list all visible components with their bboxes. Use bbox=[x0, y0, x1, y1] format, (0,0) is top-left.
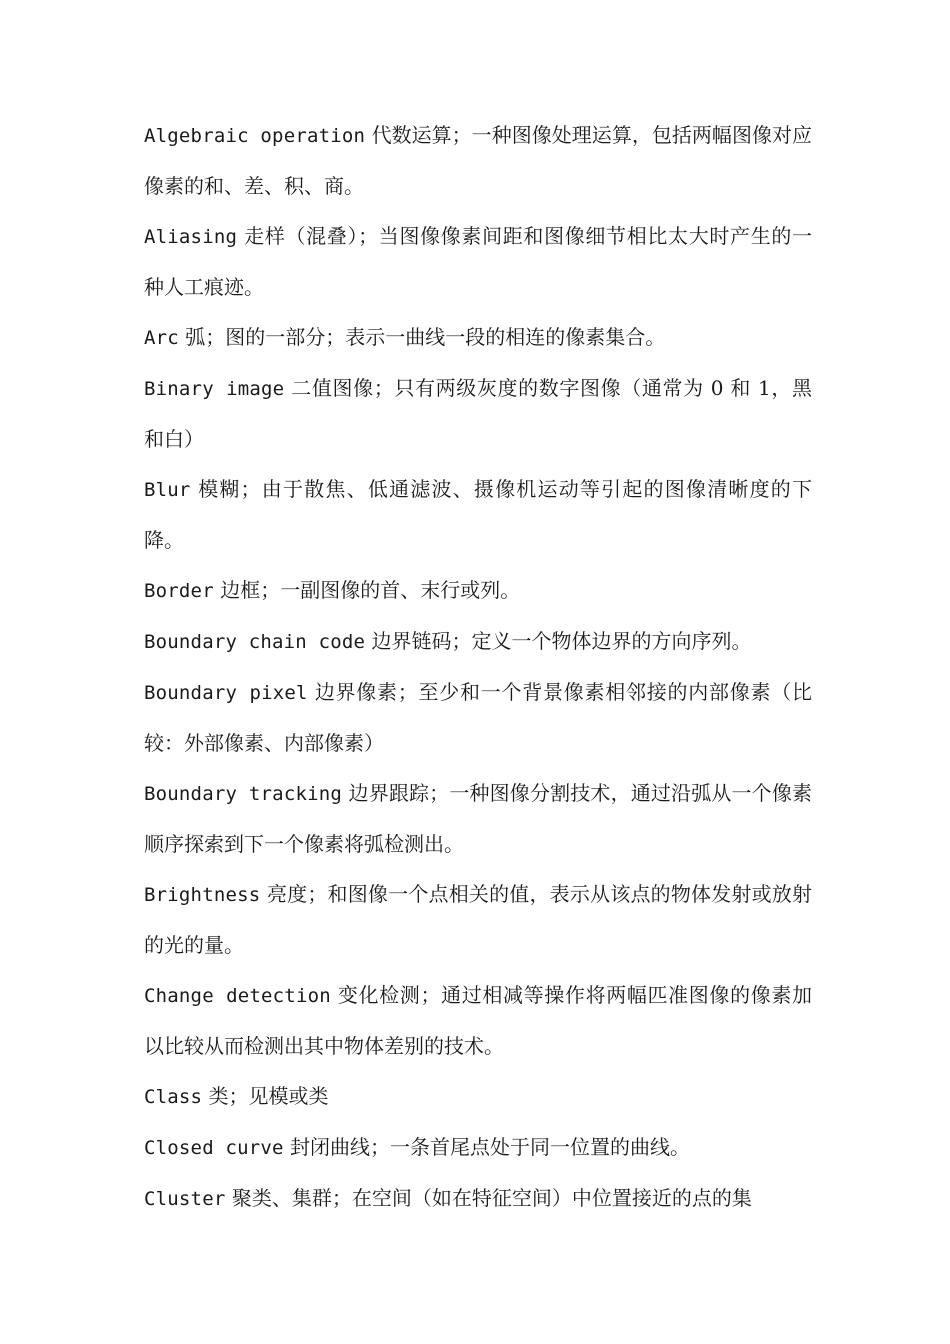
entry-term: Boundary pixel bbox=[144, 682, 308, 704]
entry-term: Closed curve bbox=[144, 1137, 284, 1159]
entry-definition: 二值图像；只有两级灰度的数字图像（通常为 0 和 1，黑和白） bbox=[144, 376, 812, 451]
entry-term: Border bbox=[144, 580, 214, 602]
entry-definition: 模糊；由于散焦、低通滤波、摄像机运动等引起的图像清晰度的下降。 bbox=[144, 477, 813, 552]
entry-definition: 亮度；和图像一个点相关的值，表示从该点的物体发射或放射的光的量。 bbox=[144, 882, 813, 957]
glossary-entry bbox=[144, 565, 812, 616]
entry-definition: 代数运算；一种图像处理运算，包括两幅图像对应像素的和、差、积、商。 bbox=[144, 123, 813, 198]
entry-definition: 聚类、集群；在空间（如在特征空间）中位置接近的点的集 bbox=[231, 1186, 752, 1210]
entry-definition: 走样（混叠）；当图像像素间距和图像细节相比太大时产生的一种人工痕迹。 bbox=[144, 224, 813, 299]
entry-definition: 边界像素；至少和一个背景像素相邻接的内部像素（比较：外部像素、内部像素） bbox=[144, 680, 813, 755]
entry-definition: 封闭曲线；一条首尾点处于同一位置的曲线。 bbox=[290, 1135, 691, 1159]
glossary-entry bbox=[144, 312, 812, 363]
entry-term: Aliasing bbox=[144, 226, 238, 248]
entry-term: Blur bbox=[144, 479, 191, 501]
glossary-entry bbox=[144, 110, 812, 211]
glossary-entry bbox=[144, 363, 812, 464]
entry-definition: 边界跟踪；一种图像分割技术，通过沿弧从一个像素顺序探索到下一个像素将弧检测出。 bbox=[144, 781, 812, 856]
entry-term: Class bbox=[144, 1086, 203, 1108]
glossary-entry bbox=[144, 211, 812, 312]
entry-term: Binary image bbox=[144, 378, 285, 400]
entry-term: Cluster bbox=[144, 1188, 226, 1210]
glossary-entry bbox=[144, 464, 812, 565]
entry-definition: 变化检测；通过相减等操作将两幅匹准图像的像素加以比较从而检测出其中物体差别的技术。 bbox=[144, 983, 812, 1058]
glossary-entry bbox=[144, 869, 812, 970]
entry-definition: 类；见模或类 bbox=[208, 1084, 329, 1108]
entry-term: Boundary tracking bbox=[144, 783, 343, 805]
entry-definition: 弧；图的一部分；表示一曲线一段的相连的像素集合。 bbox=[185, 325, 666, 349]
entry-term: Arc bbox=[144, 327, 179, 349]
entry-term: Boundary chain code bbox=[144, 631, 366, 653]
glossary-entry bbox=[144, 667, 812, 768]
glossary-entry bbox=[144, 1122, 812, 1173]
entry-definition: 边界链码；定义一个物体边界的方向序列。 bbox=[371, 629, 752, 653]
glossary-entry bbox=[144, 970, 812, 1071]
glossary-entry bbox=[144, 768, 812, 869]
glossary-entry bbox=[144, 616, 812, 667]
entry-term: Brightness bbox=[144, 884, 261, 906]
entry-term: Change detection bbox=[144, 985, 331, 1007]
entry-definition: 边框；一副图像的首、末行或列。 bbox=[220, 578, 521, 602]
glossary-entry bbox=[144, 1173, 812, 1224]
glossary-list bbox=[144, 110, 812, 1224]
entry-term: Algebraic operation bbox=[144, 125, 366, 147]
glossary-entry bbox=[144, 1071, 812, 1122]
